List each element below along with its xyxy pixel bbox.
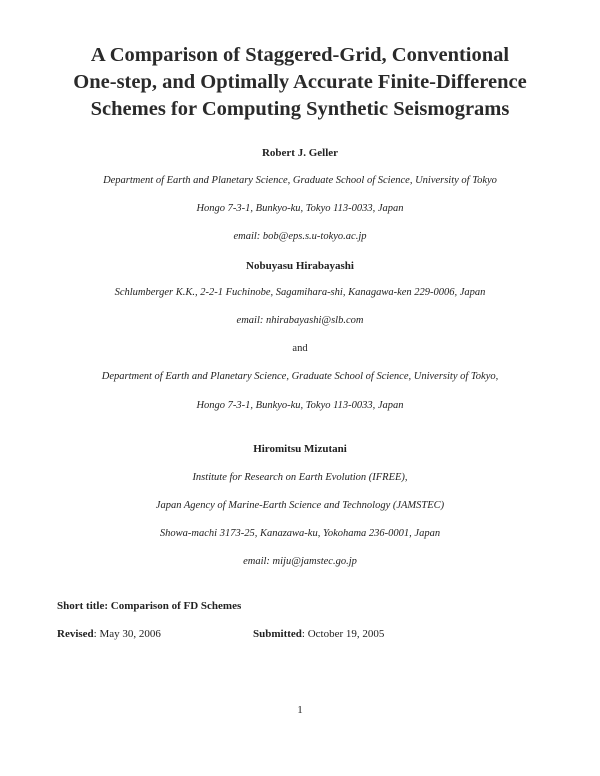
title-line: Schemes for Computing Synthetic Seismograms	[90, 98, 510, 120]
short-title-value: Comparison of FD Schemes	[110, 600, 242, 612]
revised-value: : May 30, 2006	[93, 628, 161, 640]
title-line: One-step, and Optimally Accurate Finite-Difference	[73, 71, 527, 93]
email-line: email: bob@eps.s.u-tokyo.ac.jp	[233, 231, 367, 242]
submitted-label: Submitted	[253, 628, 302, 640]
title-line: A Comparison of Staggered-Grid, Conventional	[90, 44, 510, 66]
revised-label: Revised	[57, 628, 94, 640]
affiliation-line: Showa-machi 3173-25, Kanazawa-ku, Yokohama 236-0001, Japan	[159, 528, 441, 539]
affiliation-line: Institute for Research on Earth Evolution (IFREE),	[192, 472, 408, 483]
submitted-value: : October 19, 2005	[301, 628, 385, 640]
author-name: Nobuyasu Hirabayashi	[246, 260, 354, 272]
submitted-date	[253, 628, 384, 640]
affiliation-line: Hongo 7-3-1, Bunkyo-ku, Tokyo 113-0033, Japan	[196, 400, 404, 411]
author-name: Hiromitsu Mizutani	[253, 443, 347, 455]
and-connector: and	[292, 343, 308, 354]
affiliation-line: Japan Agency of Marine-Earth Science and Technology (JAMSTEC)	[155, 500, 445, 511]
affiliation-line: Department of Earth and Planetary Science, Graduate School of Science, University of Tokyo	[103, 175, 497, 186]
paper-title	[40, 42, 560, 123]
author-name: Robert J. Geller	[261, 147, 339, 159]
affiliation-line: Schlumberger K.K., 2-2-1 Fuchinobe, Sagamihara-shi, Kanagawa-ken 229-0006, Japan	[114, 287, 486, 298]
affiliation-line: Department of Earth and Planetary Science, Graduate School of Science, University of Tokyo,	[101, 371, 499, 382]
short-title	[57, 600, 241, 612]
affiliation-line: Hongo 7-3-1, Bunkyo-ku, Tokyo 113-0033, Japan	[196, 203, 404, 214]
page-number: 1	[297, 704, 303, 716]
email-line: email: nhirabayashi@slb.com	[236, 315, 364, 326]
short-title-label: Short title:	[57, 600, 109, 612]
revised-date	[57, 628, 161, 640]
email-line: email: miju@jamstec.go.jp	[243, 556, 357, 567]
